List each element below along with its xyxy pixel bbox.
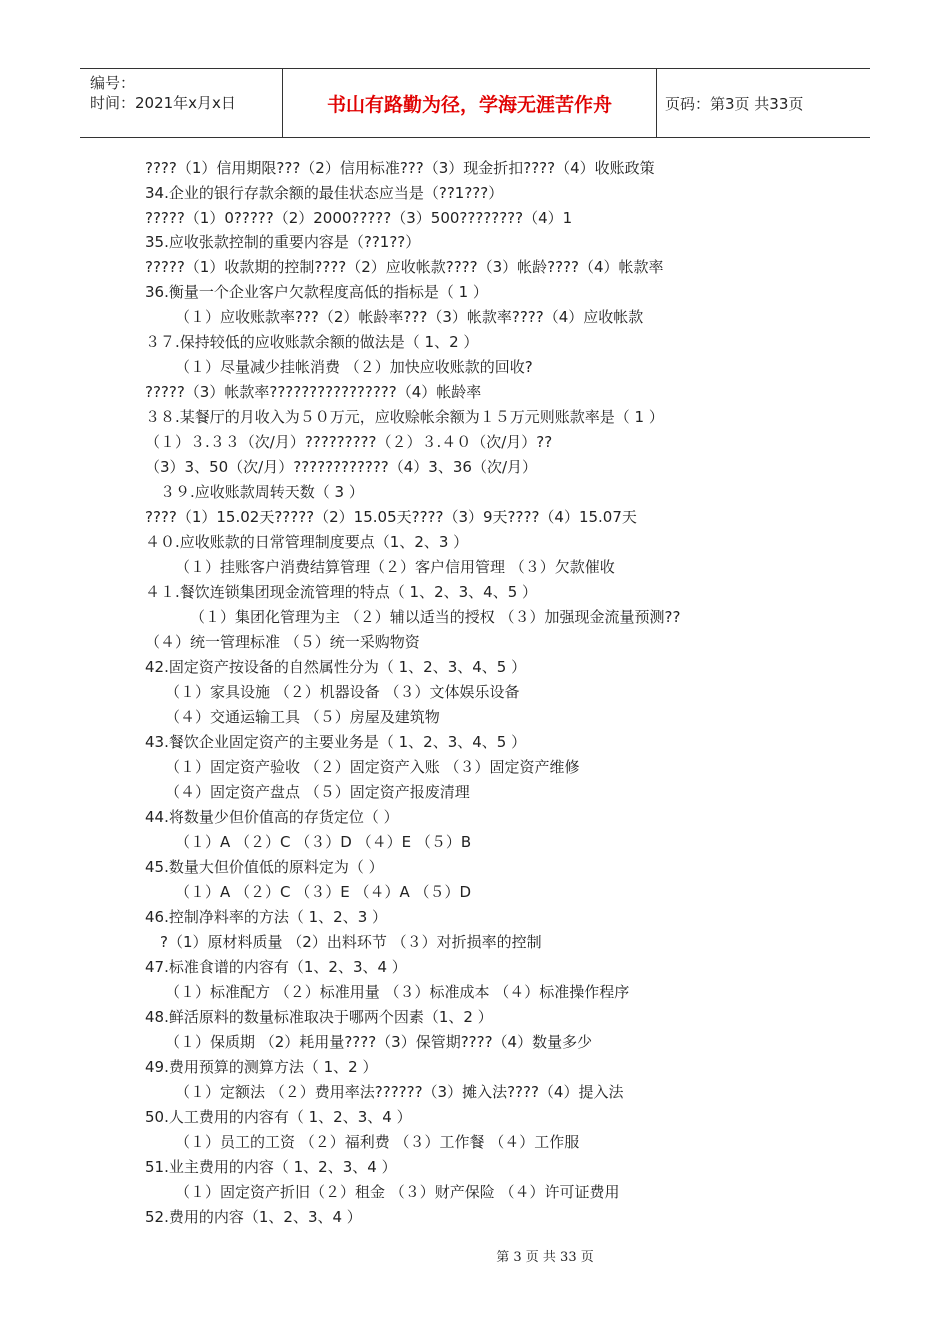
question-45: 45.数量大但价值低的原料定为（ ） xyxy=(145,858,384,876)
text-line: （１）A （２）C （３）D （４）E （５）B xyxy=(175,833,472,851)
text-line: （１）员工的工资 （２）福利费 （３）工作餐 （４）工作服 xyxy=(175,1133,580,1151)
text-line: （１）家具设施 （２）机器设备 （３）文体娱乐设备 xyxy=(165,683,520,701)
text-line: （１）集团化管理为主 （２）辅以适当的授权 （３）加强现金流量预测?? xyxy=(190,608,681,626)
text-line: ?????（3）帐款率????????????????（4）帐龄率 xyxy=(145,383,482,401)
text-line: （１）定额法 （２）费用率法??????（3）摊入法????（4）提入法 xyxy=(175,1083,624,1101)
question-39: ３９.应收账款周转天数（ 3 ） xyxy=(160,483,364,501)
question-38: ３８.某餐厅的月收入为５０万元，应收赊帐余额为１５万元则账款率是（ 1 ） xyxy=(145,408,664,426)
text-line: （１）保质期 （2）耗用量????（3）保管期????（4）数量多少 xyxy=(165,1033,593,1051)
header-page-number: 页码：第3页 共33页 xyxy=(665,94,804,113)
question-51: 51.业主费用的内容（ 1、2、3、4 ） xyxy=(145,1158,397,1176)
text-line: ?（1）原材料质量 （2）出料环节 （３）对折损率的控制 xyxy=(160,933,542,951)
text-line: ?????（1）收款期的控制????（2）应收帐款????（3）帐龄????（4）帐款率 xyxy=(145,258,664,276)
text-line: （3）3、50（次/月）????????????（4）3、36（次/月） xyxy=(145,458,537,476)
footer-page-number: 第 3 页 共 33 页 xyxy=(496,1250,594,1265)
question-35: 35.应收张款控制的重要内容是（??1??） xyxy=(145,233,421,251)
text-line: （１）标准配方 （２）标准用量 （３）标准成本 （４）标准操作程序 xyxy=(165,983,630,1001)
question-42: 42.固定资产按设备的自然属性分为（ 1、2、3、4、5 ） xyxy=(145,658,527,676)
header-motto: 书山有路勤为径，学海无涯苦作舟 xyxy=(283,69,657,137)
question-46: 46.控制净料率的方法（ 1、2、3 ） xyxy=(145,908,388,926)
text-line: （４）统一管理标准 （５）统一采购物资 xyxy=(145,633,420,651)
text-line: （１）固定资产折旧（２）租金 （３）财产保险 （４）许可证费用 xyxy=(175,1183,620,1201)
question-40: ４０.应收账款的日常管理制度要点（1、2、3 ） xyxy=(145,533,469,551)
question-37: ３７.保持较低的应收账款余额的做法是（ 1、2 ） xyxy=(145,333,479,351)
text-line: （４）交通运输工具 （５）房屋及建筑物 xyxy=(165,708,440,726)
question-52: 52.费用的内容（1、2、3、4 ） xyxy=(145,1208,362,1226)
question-43: 43.餐饮企业固定资产的主要业务是（ 1、2、3、4、5 ） xyxy=(145,733,527,751)
doc-number: 编号： xyxy=(90,74,136,92)
text-line: （１）挂账客户消费结算管理（２）客户信用管理 （３）欠款催收 xyxy=(175,558,615,576)
question-34: 34.企业的银行存款余额的最佳状态应当是（??1???） xyxy=(145,184,504,202)
header-meta xyxy=(80,69,283,137)
text-line: （１）尽量减少挂帐消费 （２）加快应收账款的回收? xyxy=(175,358,533,376)
text-line: ????（1）信用期限???（2）信用标准???（3）现金折扣????（4）收账政策 xyxy=(145,159,655,177)
question-36: 36.衡量一个企业客户欠款程度高低的指标是（ 1 ） xyxy=(145,283,488,301)
text-line: （１）A （２）C （３）E （４）A （５）D xyxy=(175,883,472,901)
question-48: 48.鲜活原料的数量标准取决于哪两个因素（1、2 ） xyxy=(145,1008,493,1026)
text-line: ?????（1）0?????（2）2000?????（3）500????????（4）1 xyxy=(145,209,573,227)
text-line: （１）固定资产验收 （２）固定资产入账 （３）固定资产维修 xyxy=(165,758,580,776)
text-line: （１）应收账款率???（2）帐龄率???（3）帐款率????（4）应收帐款 xyxy=(175,308,644,326)
page-footer xyxy=(0,1246,950,1265)
page-header xyxy=(80,68,870,138)
question-44: 44.将数量少但价值高的存货定位（ ） xyxy=(145,808,399,826)
text-line: （１）３.３３（次/月）?????????（２）３.４０（次/月）?? xyxy=(145,433,553,451)
question-41: ４１.餐饮连锁集团现金流管理的特点（ 1、2、3、4、5 ） xyxy=(145,583,538,601)
text-line: ????（1）15.02天?????（2）15.05天????（3）9天????（4）15.07天 xyxy=(145,508,637,526)
text-line: （４）固定资产盘点 （５）固定资产报废清理 xyxy=(165,783,470,801)
question-49: 49.费用预算的测算方法（ 1、2 ） xyxy=(145,1058,378,1076)
question-50: 50.人工费用的内容有（ 1、2、3、4 ） xyxy=(145,1108,412,1126)
question-47: 47.标准食谱的内容有（1、2、3、4 ） xyxy=(145,958,407,976)
doc-time: 时间：2021年x月x日 xyxy=(90,94,236,112)
